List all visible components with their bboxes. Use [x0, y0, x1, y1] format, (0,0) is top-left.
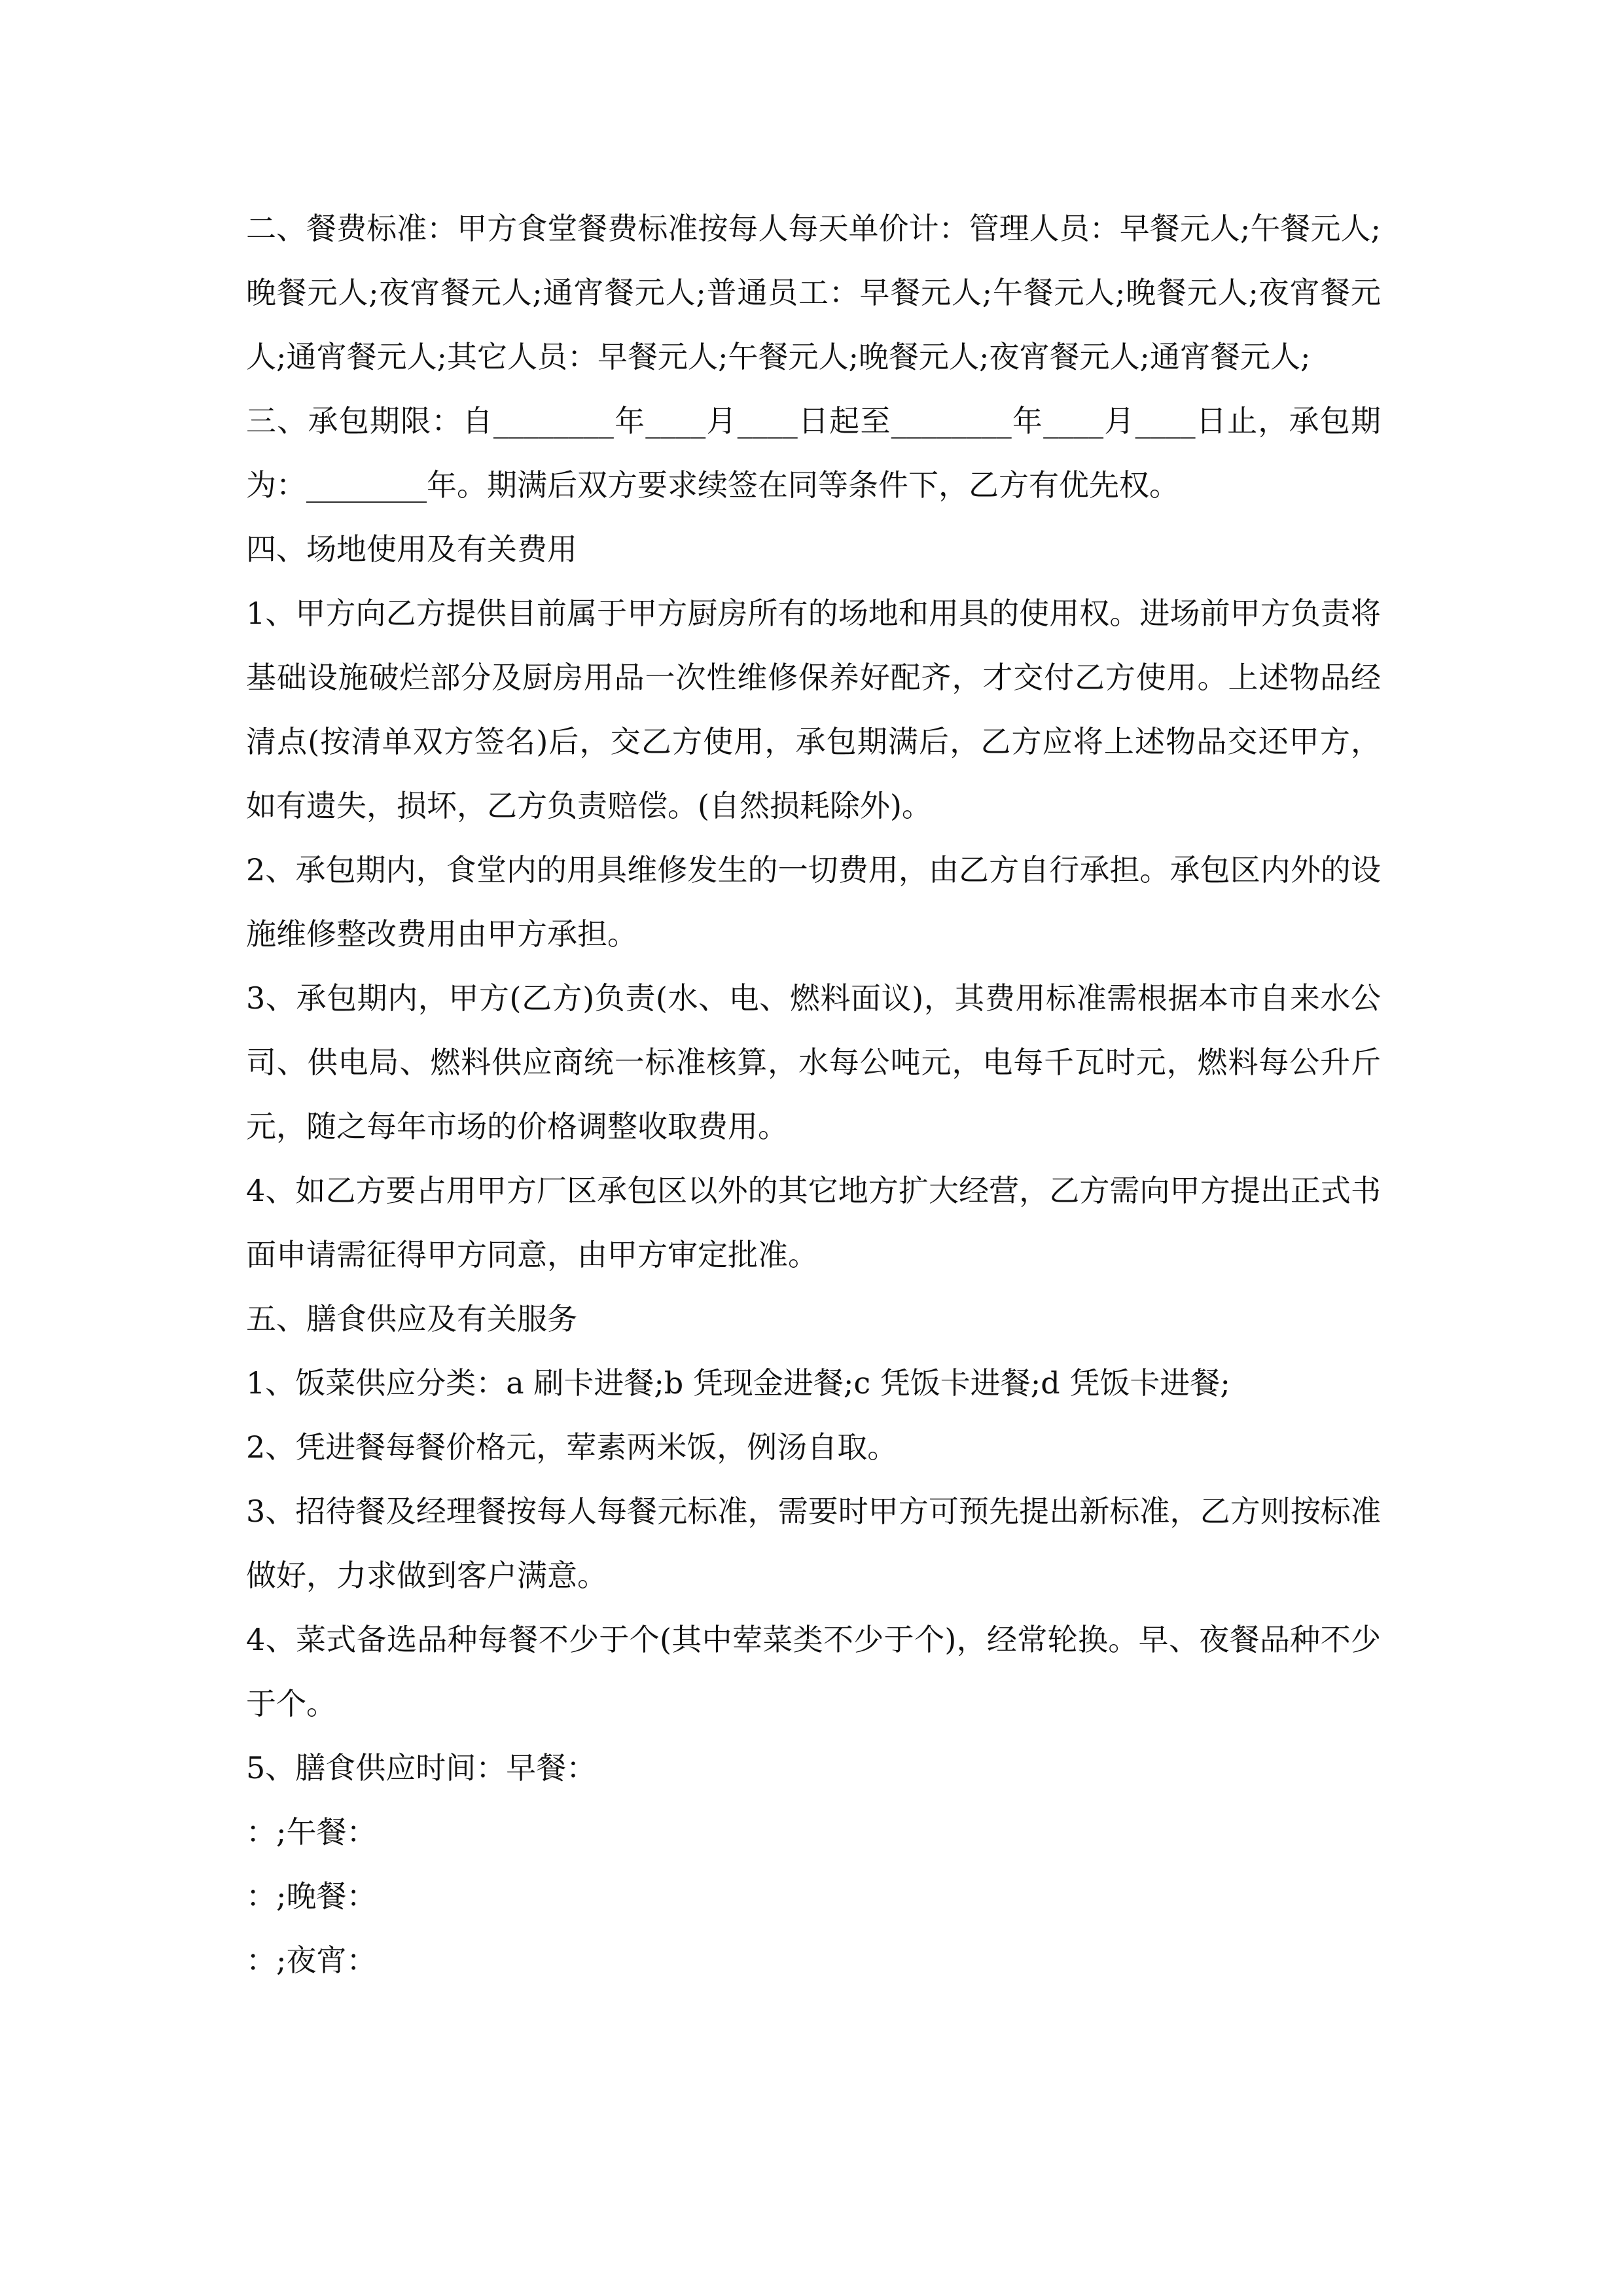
- section-5-item-4: 4、菜式备选品种每餐不少于个(其中荤菜类不少于个)，经常轮换。早、夜餐品种不少于个。: [246, 1622, 1381, 1721]
- section-4-item-4: 4、如乙方要占用甲方厂区承包区以外的其它地方扩大经营，乙方需向甲方提出正式书面申请需征得甲方同意，由甲方审定批准。: [246, 1173, 1381, 1272]
- section-5-heading: 五、膳食供应及有关服务: [246, 1301, 577, 1336]
- section-4-item-2: 2、承包期内，食堂内的用具维修发生的一切费用，由乙方自行承担。承包区内外的设施维修整改费用由甲方承担。: [246, 852, 1381, 952]
- section-5-item-5: 5、膳食供应时间：早餐：: [246, 1750, 597, 1785]
- meal-time-night: ：;夜宵：: [246, 1943, 377, 1978]
- section-5-item-2: 2、凭进餐每餐价格元，荤素两米饭，例汤自取。: [246, 1429, 898, 1465]
- section-3-contract-term: 三、承包期限：自________年____月____日起至________年____月____日止，承包期为：________年。期满后双方要求续签在同等条件下，乙方有优先权。: [246, 403, 1381, 503]
- section-5-item-3: 3、招待餐及经理餐按每人每餐元标准，需要时甲方可预先提出新标准，乙方则按标准做好，力求做到客户满意。: [246, 1494, 1381, 1593]
- section-4-heading: 四、场地使用及有关费用: [246, 531, 577, 567]
- meal-time-lunch: ：;午餐：: [246, 1814, 377, 1850]
- section-2-meal-standard: 二、餐费标准：甲方食堂餐费标准按每人每天单价计：管理人员：早餐元人;午餐元人;晚餐元人;夜宵餐元人;通宵餐元人;普通员工：早餐元人;午餐元人;晚餐元人;夜宵餐元人;通宵餐元人;其它人员：早餐元人;午餐元人;晚餐元人;夜宵餐元人;通宵餐元人;: [246, 211, 1381, 374]
- section-4-item-3: 3、承包期内，甲方(乙方)负责(水、电、燃料面议)，其费用标准需根据本市自来水公司、供电局、燃料供应商统一标准核算，水每公吨元，电每千瓦时元，燃料每公升斤元，随之每年市场的价格调整收取费用。: [246, 980, 1381, 1144]
- meal-time-dinner: ：;晚餐：: [246, 1878, 377, 1914]
- section-5-item-1: 1、饭菜供应分类：a 刷卡进餐;b 凭现金进餐;c 凭饭卡进餐;d 凭饭卡进餐;: [246, 1365, 1230, 1401]
- section-4-item-1: 1、甲方向乙方提供目前属于甲方厨房所有的场地和用具的使用权。进场前甲方负责将基础设施破烂部分及厨房用品一次性维修保养好配齐，才交付乙方使用。上述物品经清点(按清单双方签名)后，交乙方使用，承包期满后，乙方应将上述物品交还甲方，如有遗失，损坏，乙方负责赔偿。(自然损耗除外)。: [246, 596, 1381, 823]
- document-body: [246, 196, 1381, 1992]
